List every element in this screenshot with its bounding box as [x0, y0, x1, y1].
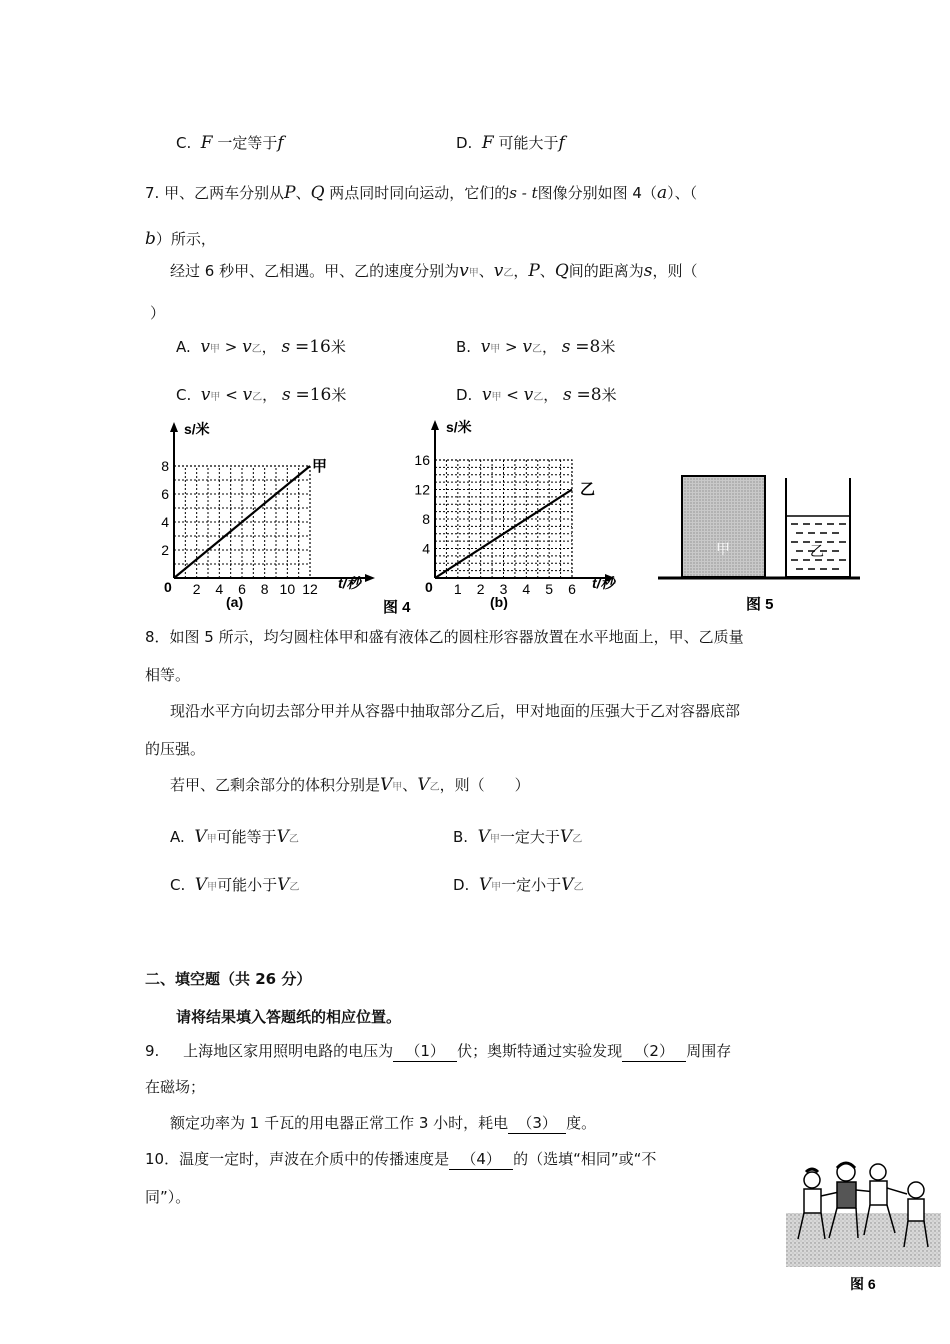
graph-a-xlabel: t/秒: [338, 575, 361, 591]
x-tick-label: 2: [476, 581, 485, 597]
y-tick-label: 16: [414, 452, 430, 468]
q7-option-c: C. v甲 < v乙， s =16米: [176, 385, 347, 405]
figure-5-jia-label: 甲: [716, 541, 730, 557]
graph-b-ylabel: s/米: [446, 419, 472, 435]
origin-label: 0: [425, 579, 433, 595]
figure-5: [658, 476, 860, 613]
figure-4-caption: 图 4: [383, 599, 411, 616]
x-tick-label: 5: [545, 581, 554, 597]
x-tick-label: 12: [302, 581, 318, 597]
graph-b-y-arrow: [431, 420, 439, 430]
y-tick-label: 4: [161, 514, 169, 530]
q10-line2: 同”）。: [145, 1188, 191, 1206]
graph-b: [414, 419, 617, 610]
q9-line1: 9. 上海地区家用照明电路的电压为 （1） 伏；奥斯特通过实验发现 （2） 周围存: [145, 1042, 732, 1060]
q9-line3: 额定功率为 1 千瓦的用电器正常工作 3 小时，耗电 （3） 度。: [170, 1114, 597, 1132]
figure-6-caption: 图 6: [850, 1276, 876, 1292]
q9-blank-1[interactable]: （1）: [393, 1040, 457, 1062]
q8-option-c: C. V甲可能小于V乙: [170, 875, 300, 895]
q8-stem-line2: 相等。: [145, 666, 191, 684]
q8-option-b: B. V甲一定大于V乙: [453, 827, 583, 847]
x-tick-label: 4: [215, 581, 224, 597]
figure-5-caption: 图 5: [746, 596, 774, 613]
graph-a-ylabel: s/米: [184, 421, 210, 437]
q10-blank-4[interactable]: （4）: [449, 1148, 513, 1170]
q8-stem-line4: 的压强。: [145, 740, 206, 758]
figure-6-illustration: [786, 1158, 946, 1294]
q10-line1: 10．温度一定时，声波在介质中的传播速度是 （4） 的（选填“相同”或“不: [145, 1150, 657, 1168]
graph-a-y-arrow: [170, 422, 178, 432]
x-tick-label: 4: [522, 581, 531, 597]
q8-stem-line5: 若甲、乙剩余部分的体积分别是V甲、V乙，则（ ）: [170, 775, 530, 795]
graph-b-xlabel: t/秒: [592, 575, 615, 591]
x-tick-label: 6: [568, 581, 576, 597]
q8-option-d: D. V甲一定小于V乙: [453, 875, 584, 895]
q9-line2: 在磁场；: [145, 1078, 206, 1096]
graph-a: [161, 421, 375, 610]
q7-option-a: A. v甲 > v乙， s =16米: [176, 337, 346, 357]
section-2-instruction: 请将结果填入答题纸的相应位置。: [176, 1008, 402, 1026]
section-2-title: 二、填空题（共 26 分）: [145, 970, 312, 988]
q7-stem-line1: 7. 甲、乙两车分别从P、Q 两点同时同向运动，它们的s - t图像分别如图 4（a）、（: [145, 183, 698, 203]
y-tick-label: 8: [161, 458, 169, 474]
q8-stem-line1: 8．如图 5 所示，均匀圆柱体甲和盛有液体乙的圆柱形容器放置在水平地面上，甲、乙质量: [145, 628, 744, 646]
q7-stem-line2: b）所示，: [145, 229, 216, 249]
y-tick-label: 12: [414, 481, 430, 498]
figure-4-5: [150, 418, 870, 618]
graph-b-grid: [435, 460, 572, 578]
x-tick-label: 10: [279, 581, 296, 597]
q9-blank-3[interactable]: （3）: [508, 1112, 566, 1134]
q7-stem-line4: ）: [150, 304, 166, 322]
q6-option-d: D. F 可能大于f: [456, 133, 565, 153]
x-tick-label: 2: [192, 581, 201, 597]
y-tick-label: 6: [161, 486, 169, 502]
x-tick-label: 1: [453, 581, 462, 597]
graph-b-caption: (b): [490, 594, 508, 610]
x-tick-label: 6: [238, 581, 246, 597]
q7-stem-line3: 经过 6 秒甲、乙相遇。甲、乙的速度分别为v甲、v乙，P、Q间的距离为s，则（: [170, 261, 698, 281]
x-tick-label: 8: [260, 581, 269, 597]
q8-stem-line3: 现沿水平方向切去部分甲并从容器中抽取部分乙后，甲对地面的压强大于乙对容器底部: [170, 702, 741, 720]
origin-label: 0: [164, 579, 172, 595]
y-tick-label: 4: [422, 540, 430, 557]
q7-option-d: D. v甲 < v乙， s =8米: [456, 385, 617, 405]
q9-blank-2[interactable]: （2）: [622, 1040, 686, 1062]
graph-a-x-arrow: [365, 574, 375, 582]
y-tick-label: 2: [161, 542, 169, 558]
graph-a-caption: (a): [226, 594, 244, 610]
q7-option-b: B. v甲 > v乙， s =8米: [456, 337, 616, 357]
q8-option-a: A. V甲可能等于V乙: [170, 827, 299, 847]
x-tick-label: 3: [499, 581, 508, 597]
figure-5-yi-label: 乙: [810, 543, 824, 559]
y-tick-label: 8: [422, 511, 430, 527]
graph-b-series-label: 乙: [580, 481, 596, 498]
graph-a-series-label: 甲: [312, 458, 328, 475]
q6-option-c: C. F 一定等于f: [176, 133, 284, 153]
figure-5-cylinder-jia: [682, 476, 765, 577]
